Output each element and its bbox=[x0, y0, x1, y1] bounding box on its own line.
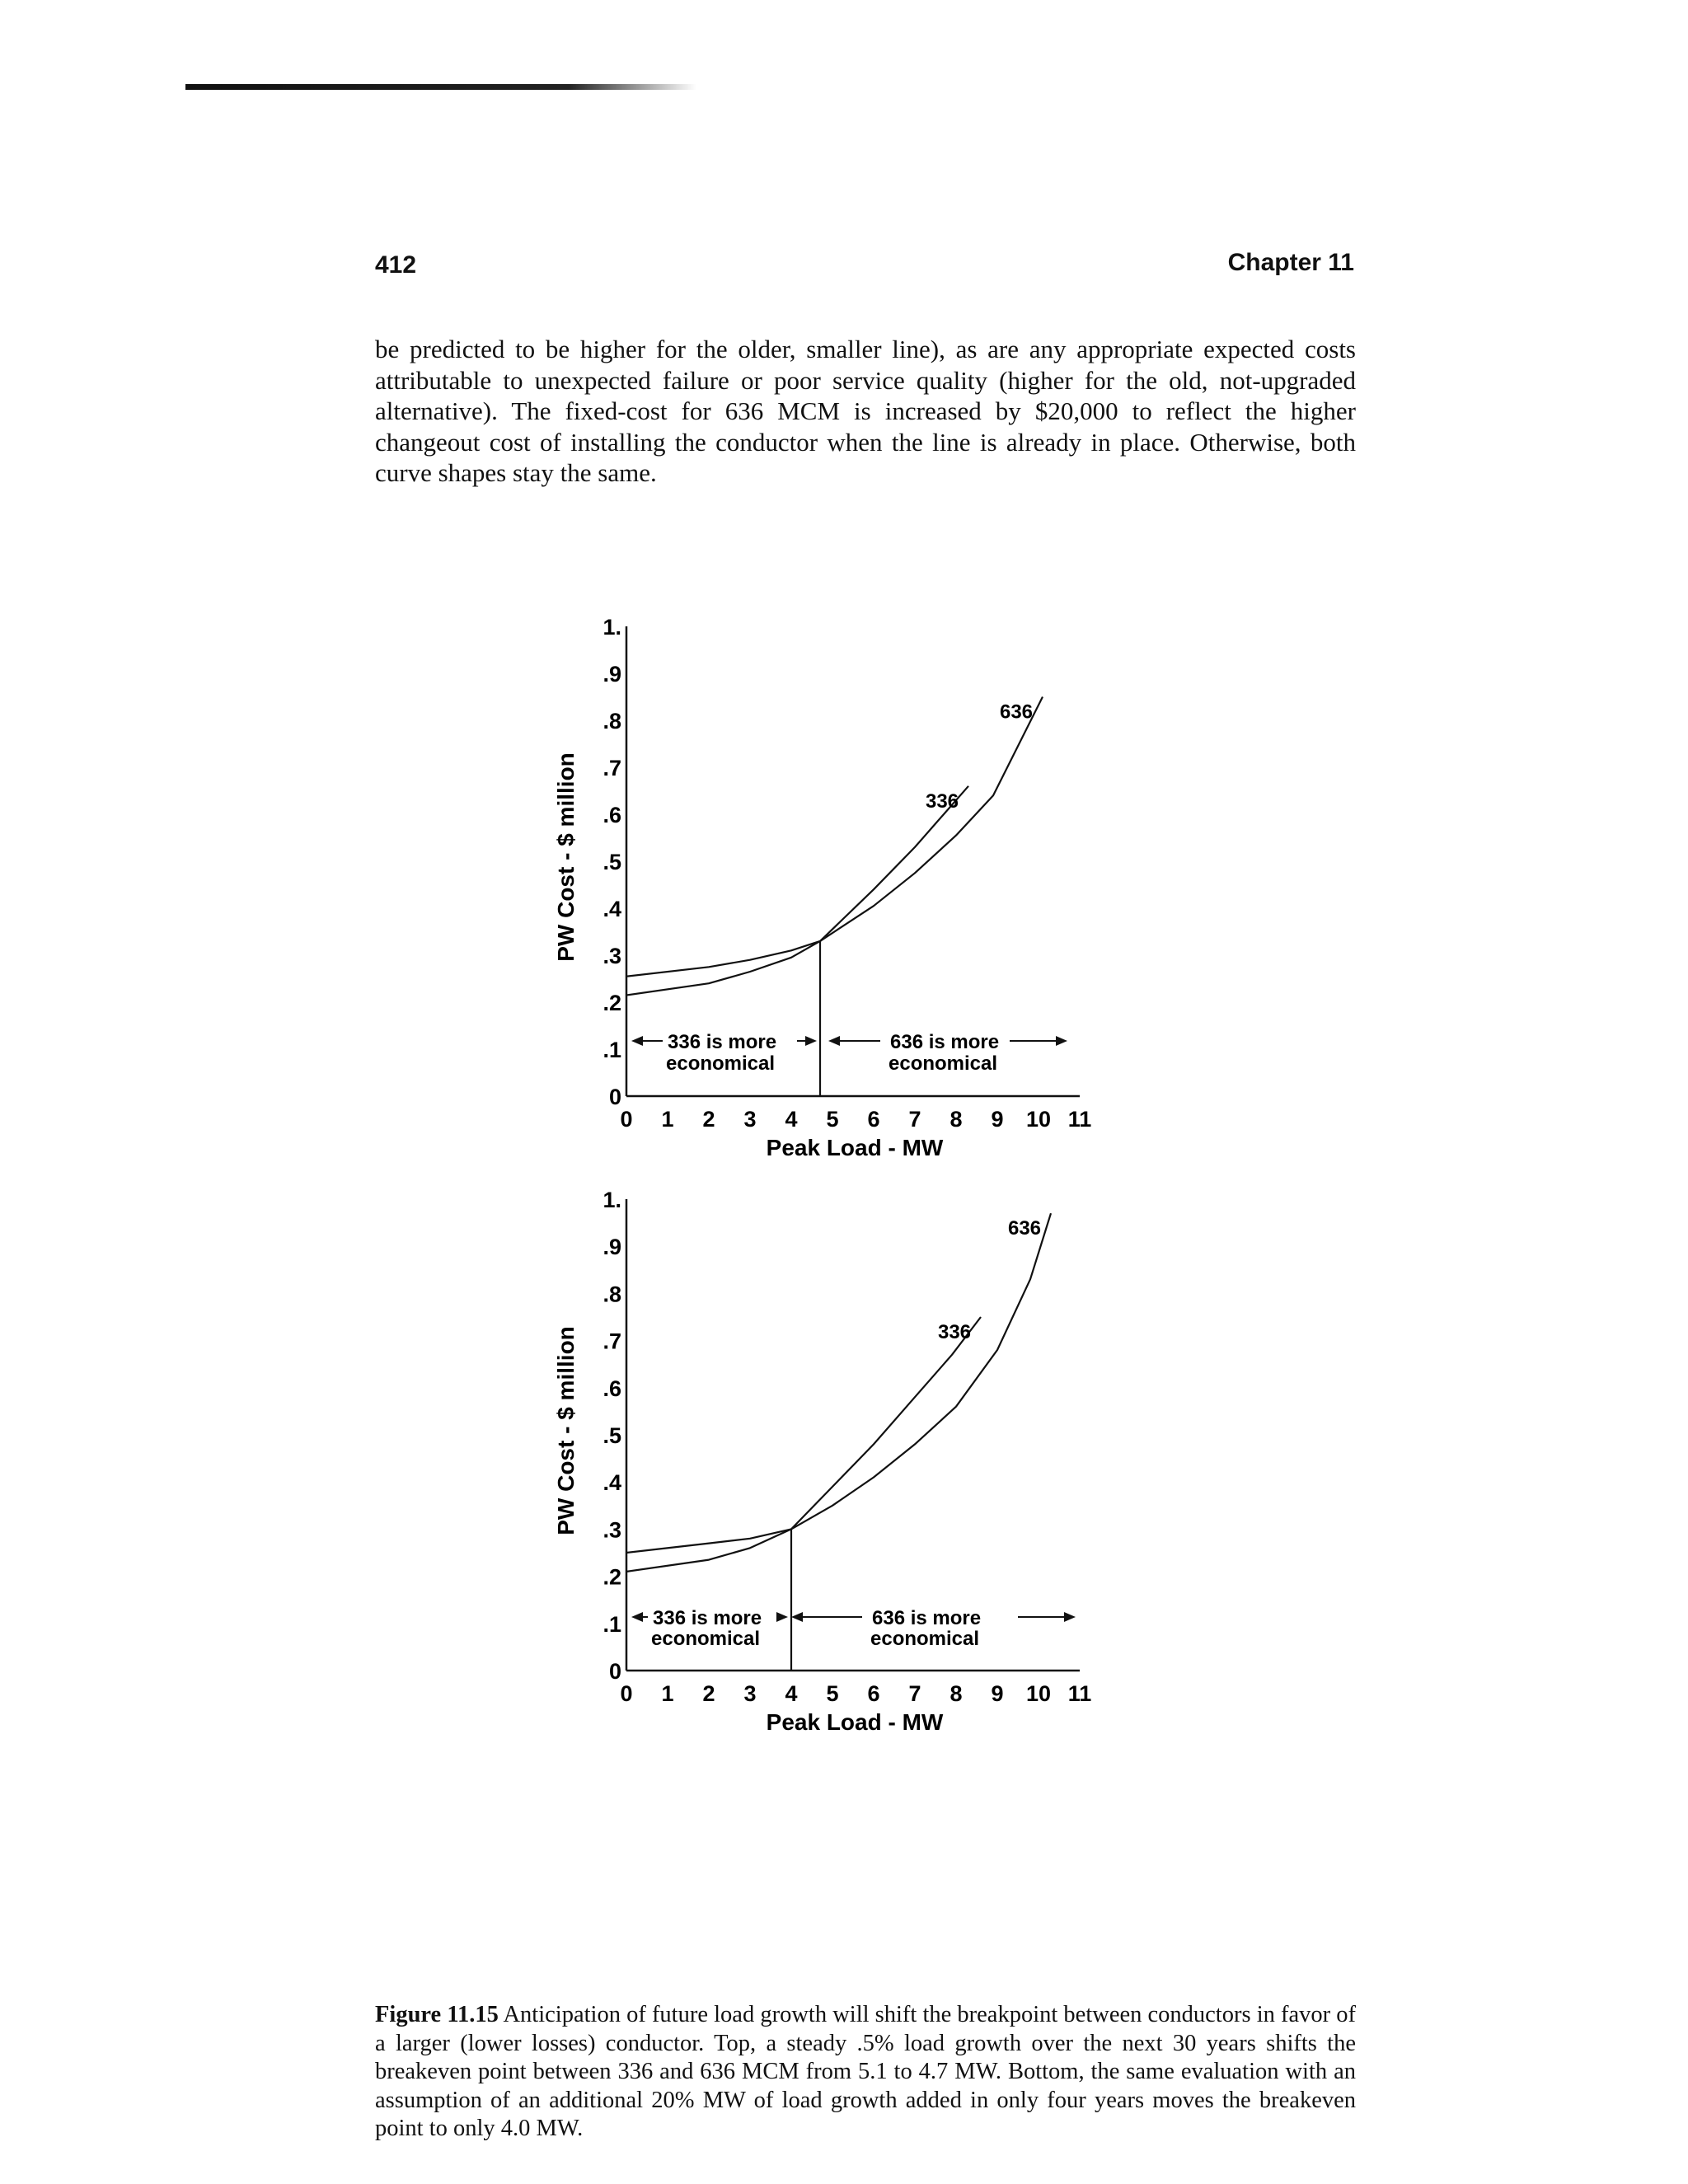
x-tick-label: 8 bbox=[950, 1681, 963, 1706]
x-tick-label: 1 bbox=[661, 1681, 674, 1706]
x-tick-label: 9 bbox=[991, 1107, 1004, 1132]
x-tick-label: 8 bbox=[950, 1107, 963, 1132]
series-label-336: 336 bbox=[937, 1321, 972, 1343]
y-tick-label: 1. bbox=[603, 615, 621, 640]
annotation-336-sub: economical bbox=[651, 1628, 761, 1650]
chart-panel-top bbox=[553, 615, 1091, 1160]
arrow-left-head bbox=[631, 1612, 643, 1622]
chapter-title: Chapter 11 bbox=[1227, 249, 1354, 276]
x-tick-label: 5 bbox=[826, 1107, 839, 1132]
annotation-636-title: 636 is more bbox=[872, 1607, 982, 1629]
y-tick-label: .6 bbox=[603, 1376, 621, 1401]
y-tick-label: .5 bbox=[603, 850, 621, 874]
arrow-right-head-right bbox=[1064, 1612, 1076, 1622]
annotation-636-title: 636 is more bbox=[890, 1031, 1000, 1053]
y-tick-label: .4 bbox=[603, 1470, 621, 1496]
arrow-right-head-left bbox=[828, 1036, 840, 1046]
x-tick-label: 0 bbox=[620, 1681, 633, 1706]
annotation-636-sub: economical bbox=[870, 1628, 980, 1650]
x-tick-label: 0 bbox=[620, 1107, 633, 1132]
y-axis-title: PW Cost - $ million bbox=[553, 1326, 579, 1535]
x-tick-label: 9 bbox=[991, 1681, 1004, 1706]
y-tick-label: .2 bbox=[603, 1564, 621, 1590]
annotation-636-sub: economical bbox=[889, 1052, 998, 1075]
y-tick-label: .3 bbox=[603, 944, 621, 968]
series-label-636: 636 bbox=[999, 701, 1034, 724]
y-tick-label: .9 bbox=[603, 1235, 621, 1260]
y-tick-label: .3 bbox=[603, 1517, 621, 1543]
y-tick-label: .8 bbox=[603, 1282, 621, 1307]
y-tick-label: .2 bbox=[603, 991, 621, 1015]
series-label-336: 336 bbox=[925, 790, 959, 813]
x-tick-label: 11 bbox=[1067, 1107, 1092, 1132]
series-label-636: 636 bbox=[1007, 1217, 1042, 1240]
y-tick-label: .4 bbox=[603, 897, 621, 921]
arrow-right-head-right bbox=[1056, 1036, 1067, 1046]
arrow-left-head-2 bbox=[805, 1036, 817, 1046]
x-tick-label: 2 bbox=[702, 1107, 715, 1132]
x-axis-title: Peak Load - MW bbox=[766, 1709, 944, 1735]
y-tick-label: .7 bbox=[603, 1329, 621, 1354]
arrow-right-head-left bbox=[791, 1612, 803, 1622]
x-tick-label: 7 bbox=[908, 1107, 921, 1132]
page-number: 412 bbox=[375, 251, 417, 279]
arrow-left-head bbox=[631, 1036, 643, 1046]
series-line-336 bbox=[626, 1317, 981, 1572]
y-tick-label: .5 bbox=[603, 1423, 621, 1448]
x-tick-label: 10 bbox=[1025, 1107, 1052, 1132]
arrow-left-head-2 bbox=[776, 1612, 788, 1622]
x-tick-label: 3 bbox=[743, 1681, 757, 1706]
x-tick-label: 6 bbox=[867, 1107, 880, 1132]
y-axis-title: PW Cost - $ million bbox=[553, 752, 579, 962]
y-tick-label: 0 bbox=[608, 1659, 621, 1684]
x-tick-label: 7 bbox=[908, 1681, 921, 1706]
annotation-336-title: 336 is more bbox=[668, 1031, 777, 1053]
y-tick-label: .1 bbox=[603, 1038, 621, 1062]
x-tick-label: 11 bbox=[1067, 1681, 1092, 1706]
caption-text: Anticipation of future load growth will shift the breakpoint between conductors in favor of a larger (lower losses) conductor. Top, a steady .5% load growth over the next 30 years shifts the breakeven point between 336 and 636 MCM from 5.1 to 4.7 MW. Bottom, the same evaluation with an assumption of an additional 20% MW of load growth added in only four years moves the breakeven point to only 4.0 MW. bbox=[375, 2002, 1356, 2141]
y-tick-label: .1 bbox=[603, 1611, 621, 1637]
x-tick-label: 4 bbox=[785, 1681, 798, 1706]
y-tick-label: .8 bbox=[603, 709, 621, 733]
y-tick-label: .6 bbox=[603, 803, 621, 827]
x-axis-title: Peak Load - MW bbox=[766, 1135, 944, 1160]
x-tick-label: 3 bbox=[743, 1107, 757, 1132]
series-line-636 bbox=[626, 697, 1043, 977]
x-tick-label: 6 bbox=[867, 1681, 880, 1706]
x-tick-label: 10 bbox=[1025, 1681, 1052, 1706]
y-tick-label: 1. bbox=[603, 1188, 621, 1212]
series-line-636 bbox=[626, 1213, 1051, 1553]
y-tick-label: .9 bbox=[603, 662, 621, 687]
annotation-336-title: 336 is more bbox=[653, 1607, 762, 1629]
chart-panel-bottom bbox=[553, 1188, 1091, 1735]
series-line-336 bbox=[626, 786, 968, 996]
x-tick-label: 1 bbox=[661, 1107, 674, 1132]
caption-label: Figure 11.15 bbox=[375, 2002, 499, 2027]
y-tick-label: .7 bbox=[603, 756, 621, 780]
x-tick-label: 5 bbox=[826, 1681, 839, 1706]
x-tick-label: 2 bbox=[702, 1681, 715, 1706]
annotation-336-sub: economical bbox=[666, 1052, 776, 1075]
x-tick-label: 4 bbox=[785, 1107, 798, 1132]
y-tick-label: 0 bbox=[608, 1085, 621, 1109]
figure-caption bbox=[375, 2001, 1356, 2144]
body-paragraph: be predicted to be higher for the older, smaller line), as are any appropriate expected costs attributable to unexpected failure or poor service quality (higher for the old, not-upgraded alternative). The fixed-cost for 636 MCM is increased by $20,000 to reflect the higher changeout cost of installing the conductor when the line is already in place. Otherwise, both curve shapes stay the same. bbox=[375, 335, 1356, 487]
